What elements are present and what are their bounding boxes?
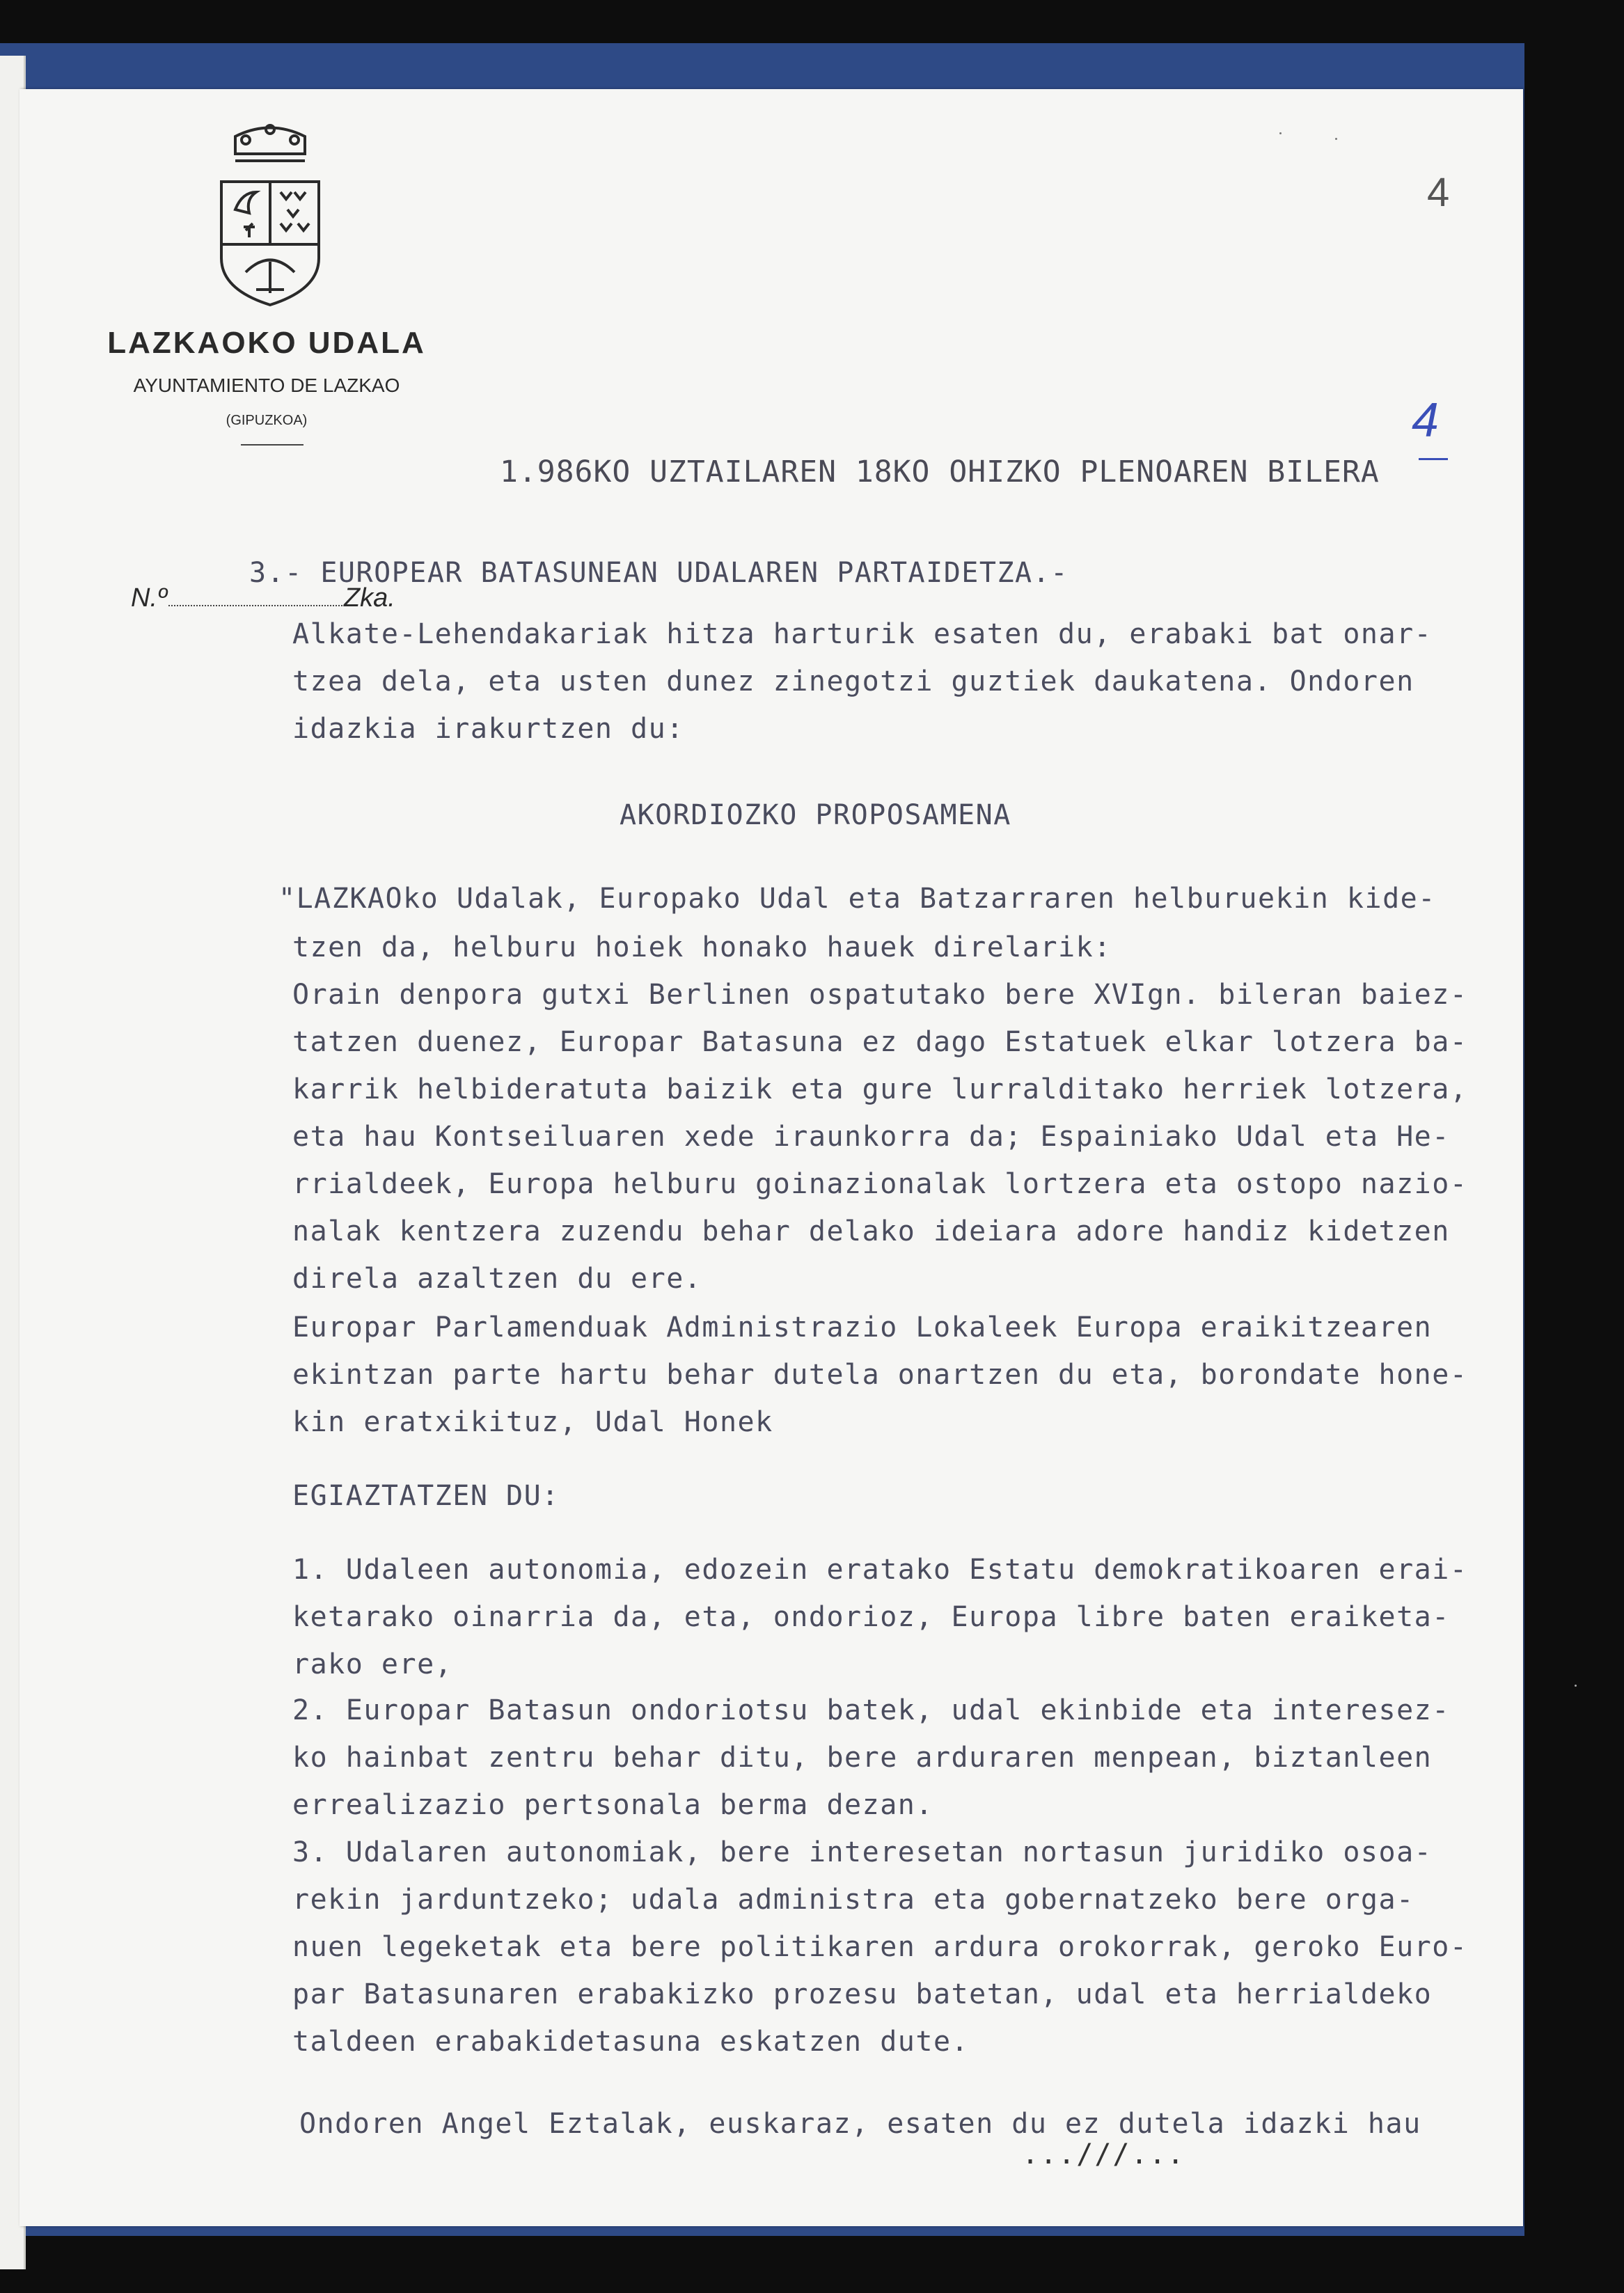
reference-zka-label: Zka. xyxy=(343,583,395,613)
continuation-marks: ...///... xyxy=(1022,2138,1185,2170)
body-line: errealizazio pertsonala berma dezan. xyxy=(292,1789,933,1821)
body-line: tatzen duenez, Europar Batasuna ez dago Estatuek elkar lotzera ba- xyxy=(292,1026,1468,1058)
letterhead-name: LAZKAOKO UDALA xyxy=(107,326,426,360)
body-line: "LAZKAOko Udalak, Europako Udal eta Batzarraren helburuekin kide- xyxy=(278,883,1436,915)
agenda-item-title: 3.- EUROPEAR BATASUNEAN UDALAREN PARTAIDETZA.- xyxy=(249,557,1069,589)
body-line: ekintzan parte hartu behar dutela onartzen du eta, borondate hone- xyxy=(292,1359,1468,1391)
letterhead-province: (GIPUZKOA) xyxy=(226,413,308,428)
body-line: 1. Udaleen autonomia, edozein eratako Estatu demokratikoaren erai- xyxy=(292,1554,1468,1586)
reference-no-label: N.º xyxy=(131,583,167,613)
body-line: 3. Udalaren autonomiak, bere interesetan nortasun juridiko osoa- xyxy=(292,1836,1433,1868)
body-line: Orain denpora gutxi Berlinen ospatutako bere XVIgn. bileran baiez- xyxy=(292,979,1468,1011)
proposal-title: AKORDIOZKO PROPOSAMENA xyxy=(620,799,1011,831)
session-heading: 1.986KO UZTAILAREN 18KO OHIZKO PLENOAREN BILERA xyxy=(500,455,1380,489)
letterhead-divider xyxy=(241,444,303,446)
body-line: Europar Parlamenduak Administrazio Lokaleek Europa eraikitzearen xyxy=(292,1311,1433,1344)
body-line: nalak kentzera zuzendu behar delako ideiara adore handiz kidetzen xyxy=(292,1215,1450,1247)
background-speck xyxy=(1575,1685,1577,1687)
body-line: nuen legeketak eta bere politikaren ardura orokorrak, geroko Euro- xyxy=(292,1931,1468,1963)
body-line: eta hau Kontseiluaren xede iraunkorra da; Espainiako Udal eta He- xyxy=(292,1121,1450,1153)
body-line: ketarako oinarria da, eta, ondorioz, Europa libre baten eraiketa- xyxy=(292,1601,1450,1633)
coat-of-arms-icon xyxy=(207,123,333,312)
body-line: rako ere, xyxy=(292,1648,453,1680)
handwritten-underline xyxy=(1419,458,1448,460)
body-line: 2. Europar Batasun ondoriotsu batek, udal ekinbide eta interesez- xyxy=(292,1694,1450,1726)
body-line: Ondoren Angel Eztalak, euskaraz, esaten du ez dutela idazki hau xyxy=(299,2108,1421,2140)
body-line: tzea dela, eta usten dunez zinegotzi guztiek daukatena. Ondoren xyxy=(292,665,1414,698)
body-line: rrialdeek, Europa helburu goinazionalak lortzera eta ostopo nazio- xyxy=(292,1168,1468,1200)
paper-speck xyxy=(1335,138,1337,140)
paper-speck xyxy=(1279,132,1282,134)
body-line: rekin jarduntzeko; udala administra eta gobernatzeko bere orga- xyxy=(292,1884,1414,1916)
body-line: ko hainbat zentru behar ditu, bere arduraren menpean, biztanleen xyxy=(292,1742,1433,1774)
body-line: par Batasunaren erabakizko prozesu batetan, udal eta herrialdeko xyxy=(292,1978,1433,2010)
body-line: kin eratxikituz, Udal Honek xyxy=(292,1406,773,1438)
certifies-heading: EGIAZTATZEN DU: xyxy=(292,1480,560,1512)
handwritten-page-number: 4 xyxy=(1412,393,1439,447)
letterhead-subtitle: AYUNTAMIENTO DE LAZKAO xyxy=(133,375,400,396)
reference-blank xyxy=(168,588,342,606)
body-line: direla azaltzen du ere. xyxy=(292,1263,702,1295)
body-line: karrik helbideratuta baizik eta gure lurralditako herriek lotzera, xyxy=(292,1073,1468,1105)
body-line: tzen da, helburu hoiek honako hauek direlarik: xyxy=(292,931,1112,963)
body-line: Alkate-Lehendakariak hitza harturik esaten du, erabaki bat onar- xyxy=(292,618,1433,650)
document-page xyxy=(19,89,1523,2226)
body-line: taldeen erabakidetasuna eskatzen dute. xyxy=(292,2026,970,2058)
page-number: 4 xyxy=(1427,170,1450,215)
body-line: idazkia irakurtzen du: xyxy=(292,713,684,745)
